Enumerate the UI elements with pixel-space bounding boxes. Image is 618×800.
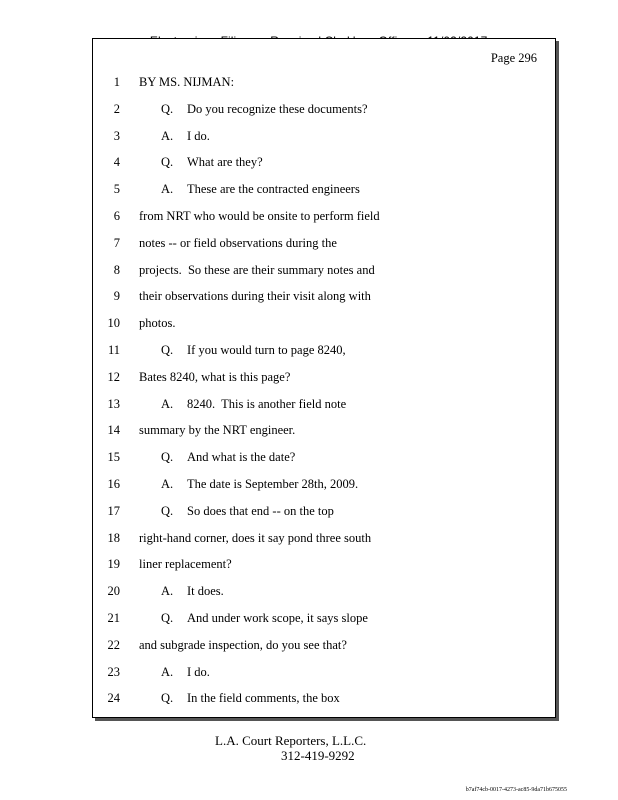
speaker-label: Q. [161, 503, 174, 518]
court-reporter-name: L.A. Court Reporters, L.L.C. [215, 733, 367, 748]
speaker-label: A. [161, 584, 174, 599]
line-text [139, 691, 340, 706]
line-text [139, 182, 360, 197]
line-number: 10 [107, 316, 120, 331]
line-number: 22 [107, 637, 120, 652]
line-text [139, 209, 380, 224]
line-body: notes -- or field observations during the [139, 235, 337, 250]
line-body: I do. [187, 664, 210, 679]
line-text [139, 316, 175, 331]
line-text [139, 129, 210, 144]
speaker-label: A. [161, 664, 174, 679]
transcript-line [93, 182, 555, 202]
line-body: Do you recognize these documents? [187, 101, 368, 116]
speaker-label: Q. [161, 611, 174, 625]
line-text [139, 370, 290, 385]
line-text [139, 236, 337, 251]
transcript-line [93, 343, 555, 363]
line-text [139, 584, 224, 599]
line-number: 4 [113, 155, 120, 170]
line-number: 5 [113, 182, 120, 197]
line-number: 19 [107, 557, 120, 572]
line-number: 8 [113, 262, 120, 277]
transcript-line [93, 236, 555, 256]
line-body: projects. So these are their summary notes and [139, 262, 375, 277]
transcript-line [93, 129, 555, 149]
transcript-line [93, 75, 555, 95]
line-number: 20 [107, 584, 120, 599]
line-text [139, 531, 371, 546]
line-text [139, 611, 368, 626]
speaker-label: Q. [161, 691, 174, 706]
line-body: And under work scope, it says slope [187, 611, 368, 625]
transcript-line [93, 397, 555, 417]
transcript-line [93, 289, 555, 309]
transcript-line [93, 370, 555, 390]
line-text [139, 102, 368, 117]
line-body: In the field comments, the box [187, 691, 340, 706]
transcript-line [93, 316, 555, 336]
line-body: from NRT who would be onsite to perform field [139, 209, 380, 223]
transcript-line [93, 209, 555, 229]
speaker-label: A. [161, 396, 174, 411]
line-body: right-hand corner, does it say pond three south [139, 530, 372, 545]
line-text [139, 75, 234, 90]
line-body: liner replacement? [139, 557, 232, 572]
line-body: 8240. This is another field note [187, 396, 347, 411]
line-text [139, 638, 347, 653]
transcript-line [93, 691, 555, 711]
transcript-line [93, 423, 555, 443]
transcript-line [93, 102, 555, 122]
line-text [139, 289, 371, 304]
line-number: 24 [107, 691, 120, 706]
speaker-label: Q. [161, 343, 174, 357]
transcript-page [92, 38, 556, 718]
transcript-line [93, 504, 555, 524]
speaker-label: Q. [161, 450, 174, 465]
line-body: Bates 8240, what is this page? [139, 369, 291, 384]
transcript-line [93, 263, 555, 283]
line-number: 16 [107, 477, 120, 491]
line-body: photos. [139, 316, 176, 331]
transcript-line [93, 584, 555, 604]
line-body: If you would turn to page 8240, [187, 343, 346, 357]
line-body: The date is September 28th, 2009. [187, 477, 359, 491]
line-number: 2 [113, 101, 120, 116]
line-text [139, 343, 346, 358]
transcript-line [93, 665, 555, 685]
line-number: 23 [107, 664, 120, 679]
line-text [139, 450, 295, 465]
line-number: 7 [113, 235, 120, 250]
line-number: 6 [113, 209, 120, 223]
line-text [139, 665, 210, 680]
speaker-label: A. [161, 182, 174, 197]
line-text [139, 155, 263, 170]
line-number: 15 [107, 450, 120, 465]
line-text [139, 504, 334, 519]
transcript-line [93, 611, 555, 631]
transcript-line [93, 557, 555, 577]
line-number: 13 [107, 396, 120, 411]
line-body: their observations during their visit along with [139, 289, 371, 304]
line-text [139, 397, 346, 412]
line-number: 9 [113, 289, 120, 304]
line-number: 1 [113, 75, 120, 89]
line-body: and subgrade inspection, do you see that? [139, 637, 347, 652]
line-text [139, 477, 358, 492]
line-number: 21 [107, 611, 120, 625]
speaker-label: A. [161, 477, 174, 491]
line-number: 17 [107, 503, 120, 518]
line-body: I do. [187, 128, 210, 143]
line-text [139, 423, 295, 438]
line-body: It does. [187, 584, 224, 599]
line-number: 14 [107, 423, 120, 438]
line-body: These are the contracted engineers [187, 182, 360, 197]
transcript-line [93, 531, 555, 551]
speaker-label: Q. [161, 101, 174, 116]
document-hash: b7af74cb-0017-4273-ac85-9da71b675055 [465, 787, 567, 793]
line-body: BY MS. NIJMAN: [139, 75, 235, 89]
line-number: 11 [107, 343, 120, 357]
transcript-line [93, 477, 555, 497]
line-body: And what is the date? [187, 450, 296, 465]
line-text [139, 557, 232, 572]
court-reporter-phone: 312-419-9292 [281, 748, 355, 763]
line-body: So does that end -- on the top [187, 503, 334, 518]
line-body: summary by the NRT engineer. [139, 423, 296, 438]
line-text [139, 263, 375, 278]
line-body: What are they? [187, 155, 263, 170]
transcript-line [93, 638, 555, 658]
line-number: 18 [107, 530, 120, 545]
transcript-line [93, 155, 555, 175]
page-number: Page 296 [490, 51, 537, 65]
speaker-label: A. [161, 128, 174, 143]
speaker-label: Q. [161, 155, 174, 170]
line-number: 12 [107, 369, 120, 384]
transcript-line [93, 450, 555, 470]
line-number: 3 [113, 128, 120, 143]
